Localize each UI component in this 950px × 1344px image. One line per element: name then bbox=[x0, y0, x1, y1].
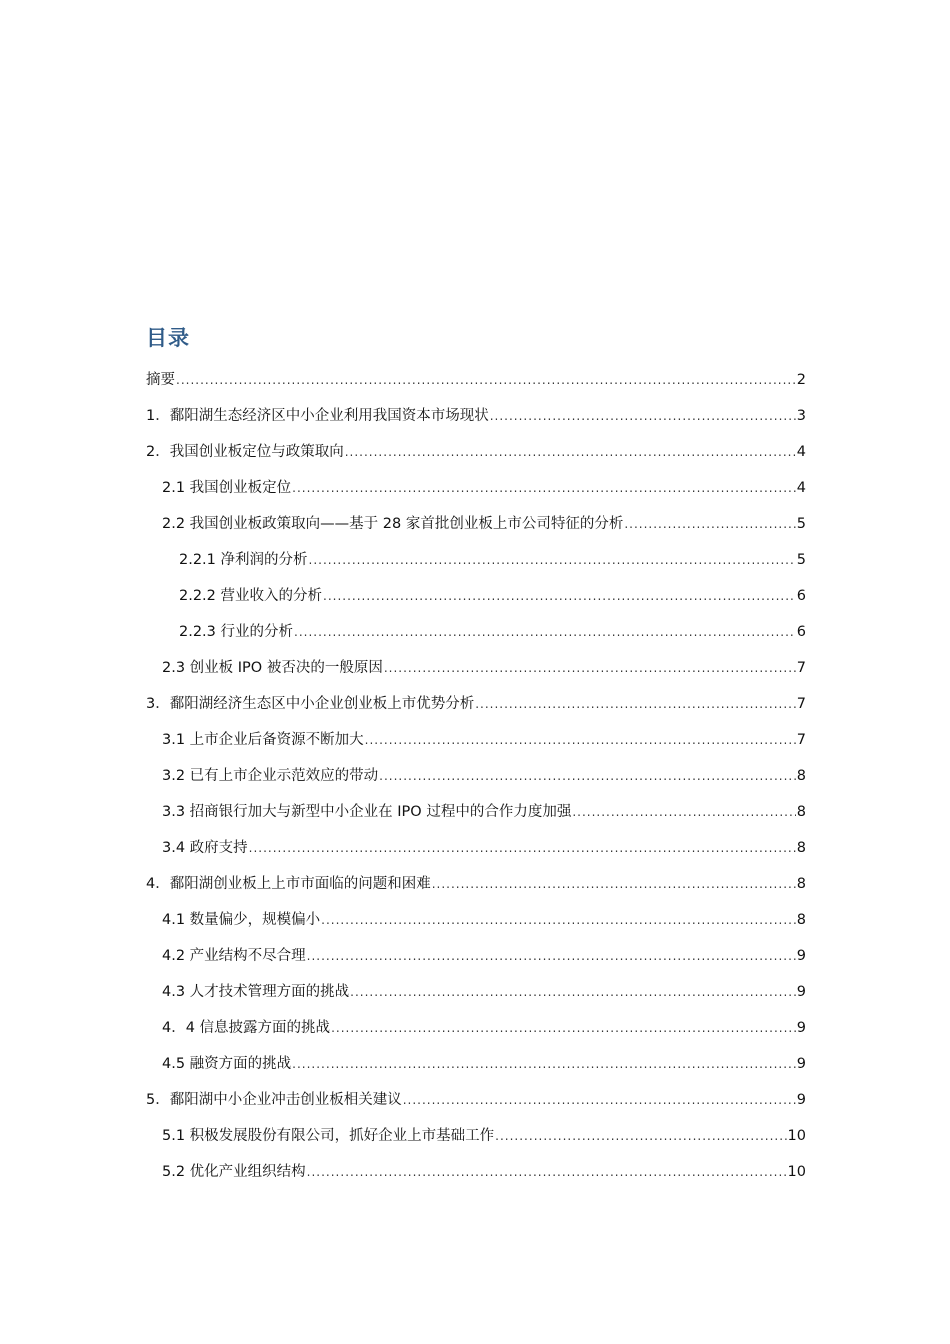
toc-entry-title: 3．鄱阳湖经济生态区中小企业创业板上市优势分析 bbox=[146, 696, 475, 712]
toc-dot-leader bbox=[292, 470, 796, 506]
toc-dot-leader bbox=[249, 830, 796, 866]
toc-entry[interactable] bbox=[146, 866, 806, 902]
toc-entry-page-number: 5 bbox=[796, 516, 806, 532]
toc-entry[interactable] bbox=[146, 758, 806, 794]
toc-entry-title: 4.1 数量偏少，规模偏小 bbox=[162, 912, 321, 928]
toc-dot-leader bbox=[307, 1154, 787, 1190]
toc-entry-title: 4.3 人才技术管理方面的挑战 bbox=[162, 984, 350, 1000]
toc-entry-page-number: 7 bbox=[796, 732, 806, 748]
toc-entry-page-number: 9 bbox=[796, 1092, 806, 1108]
toc-entry-title: 5．鄱阳湖中小企业冲击创业板相关建议 bbox=[146, 1092, 402, 1108]
toc-entry[interactable] bbox=[146, 686, 806, 722]
toc-entry[interactable] bbox=[146, 1010, 806, 1046]
toc-entry-title: 2.2.3 行业的分析 bbox=[179, 624, 294, 640]
toc-entry-page-number: 2 bbox=[796, 372, 806, 388]
toc-dot-leader bbox=[403, 1082, 796, 1118]
toc-dot-leader bbox=[176, 362, 796, 398]
toc-entry-page-number: 7 bbox=[796, 696, 806, 712]
toc-entry-page-number: 10 bbox=[787, 1164, 806, 1180]
toc-entry-page-number: 9 bbox=[796, 984, 806, 1000]
toc-dot-leader bbox=[490, 398, 796, 434]
toc-entry-page-number: 4 bbox=[796, 480, 806, 496]
toc-entry-page-number: 8 bbox=[796, 840, 806, 856]
toc-dot-leader bbox=[365, 722, 796, 758]
toc-entry[interactable] bbox=[146, 974, 806, 1010]
toc-dot-leader bbox=[321, 902, 796, 938]
toc-entry-page-number: 9 bbox=[796, 1020, 806, 1036]
toc-entry-title: 5.1 积极发展股份有限公司，抓好企业上市基础工作 bbox=[162, 1128, 495, 1144]
toc-entry-title: 摘要 bbox=[146, 372, 175, 388]
toc-dot-leader bbox=[432, 866, 796, 902]
toc-dot-leader bbox=[624, 506, 795, 542]
toc-heading: 目录 bbox=[146, 326, 190, 350]
toc-entry[interactable] bbox=[146, 1154, 806, 1190]
toc-dot-leader bbox=[331, 1010, 796, 1046]
toc-dot-leader bbox=[350, 974, 796, 1010]
toc-entry[interactable] bbox=[146, 938, 806, 974]
toc-entry[interactable] bbox=[146, 614, 806, 650]
toc-entry-page-number: 9 bbox=[796, 1056, 806, 1072]
toc-entry-title: 2.2.1 净利润的分析 bbox=[179, 552, 308, 568]
toc-entry[interactable] bbox=[146, 830, 806, 866]
toc-entry-title: 3.2 已有上市企业示范效应的带动 bbox=[162, 768, 379, 784]
toc-entry[interactable] bbox=[146, 434, 806, 470]
toc-entry[interactable] bbox=[146, 578, 806, 614]
toc-entry[interactable] bbox=[146, 1046, 806, 1082]
toc-entry[interactable] bbox=[146, 722, 806, 758]
toc-entry-title: 4.5 融资方面的挑战 bbox=[162, 1056, 292, 1072]
toc-dot-leader bbox=[475, 686, 796, 722]
toc-entry-page-number: 10 bbox=[787, 1128, 806, 1144]
toc-entry-page-number: 5 bbox=[796, 552, 806, 568]
toc-entry[interactable] bbox=[146, 362, 806, 398]
toc-entry-title: 1．鄱阳湖生态经济区中小企业利用我国资本市场现状 bbox=[146, 408, 489, 424]
toc-entry-title: 2.3 创业板 IPO 被否决的一般原因 bbox=[162, 660, 383, 676]
toc-entry-page-number: 8 bbox=[796, 912, 806, 928]
toc-dot-leader bbox=[572, 794, 795, 830]
toc-entry[interactable] bbox=[146, 542, 806, 578]
toc-entry-title: 4．鄱阳湖创业板上上市市面临的问题和困难 bbox=[146, 876, 431, 892]
toc-dot-leader bbox=[323, 578, 796, 614]
toc-entry-title: 2.1 我国创业板定位 bbox=[162, 480, 292, 496]
toc-entry-page-number: 8 bbox=[796, 804, 806, 820]
toc-entry-page-number: 9 bbox=[796, 948, 806, 964]
toc-dot-leader bbox=[384, 650, 796, 686]
toc-dot-leader bbox=[379, 758, 796, 794]
toc-dot-leader bbox=[345, 434, 796, 470]
toc-entry-title: 2．我国创业板定位与政策取向 bbox=[146, 444, 344, 460]
toc-entry-title: 4．4 信息披露方面的挑战 bbox=[162, 1020, 331, 1036]
toc-entry-page-number: 6 bbox=[796, 588, 806, 604]
toc-entry[interactable] bbox=[146, 1082, 806, 1118]
toc-entry-page-number: 7 bbox=[796, 660, 806, 676]
toc-entry-page-number: 4 bbox=[796, 444, 806, 460]
toc-entry-title: 3.3 招商银行加大与新型中小企业在 IPO 过程中的合作力度加强 bbox=[162, 804, 572, 820]
toc-entry[interactable] bbox=[146, 650, 806, 686]
toc-entry-page-number: 8 bbox=[796, 768, 806, 784]
toc-entry[interactable] bbox=[146, 794, 806, 830]
toc-entry-page-number: 3 bbox=[796, 408, 806, 424]
toc-dot-leader bbox=[495, 1118, 786, 1154]
toc-entry-title: 3.1 上市企业后备资源不断加大 bbox=[162, 732, 364, 748]
toc-entry-title: 3.4 政府支持 bbox=[162, 840, 248, 856]
toc-entry-title: 5.2 优化产业组织结构 bbox=[162, 1164, 306, 1180]
toc-entry[interactable] bbox=[146, 1118, 806, 1154]
toc-entry[interactable] bbox=[146, 902, 806, 938]
toc-dot-leader bbox=[294, 614, 796, 650]
toc-entry-title: 4.2 产业结构不尽合理 bbox=[162, 948, 306, 964]
toc-dot-leader bbox=[292, 1046, 796, 1082]
toc-entry-title: 2.2.2 营业收入的分析 bbox=[179, 588, 323, 604]
toc-dot-leader bbox=[307, 938, 796, 974]
toc-entry[interactable] bbox=[146, 506, 806, 542]
toc-entry-title: 2.2 我国创业板政策取向——基于 28 家首批创业板上市公司特征的分析 bbox=[162, 516, 624, 532]
toc-entry-page-number: 8 bbox=[796, 876, 806, 892]
toc-dot-leader bbox=[309, 542, 796, 578]
table-of-contents bbox=[146, 362, 806, 1190]
toc-entry[interactable] bbox=[146, 398, 806, 434]
toc-entry-page-number: 6 bbox=[796, 624, 806, 640]
toc-entry[interactable] bbox=[146, 470, 806, 506]
